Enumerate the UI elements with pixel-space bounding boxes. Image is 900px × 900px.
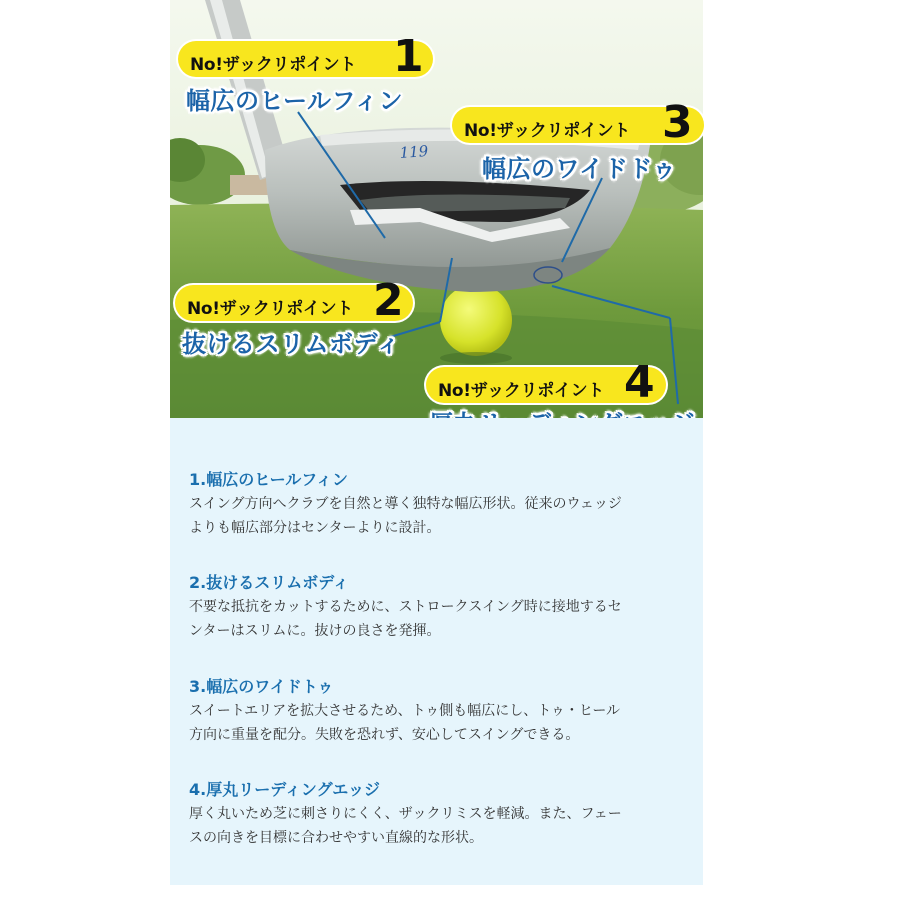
feature-heading: 4.厚丸リーディングエッジ	[189, 780, 380, 799]
feature-heading: 1.幅広のヒールフィン	[189, 470, 348, 489]
callout-tag-3	[452, 97, 704, 148]
feature-text-line: ンターはスリムに。抜けの良さを発揮。	[189, 623, 441, 639]
callout-title-3: 幅広のワイドドゥ	[482, 155, 677, 183]
feature-heading: 2.抜けるスリムボディ	[189, 573, 349, 592]
feature-text-line: スイング方向へクラブを自然と導く独特な幅広形状。従来のウェッジ	[189, 496, 622, 512]
callout-tag-text: No!ザックリポイント	[438, 381, 605, 401]
feature-point-4	[189, 778, 689, 850]
callout-title-1: 幅広のヒールフィン	[186, 87, 404, 115]
callout-number: 4	[624, 357, 655, 408]
feature-text-line: 方向に重量を配分。失敗を恐れず、安心してスイングできる。	[189, 727, 580, 743]
feature-text-line: 不要な抵抗をカットするために、ストロークスイング時に接地するセ	[189, 599, 622, 615]
callout-tag-4	[426, 357, 666, 408]
callout-number: 2	[373, 275, 404, 326]
callout-number: 3	[662, 97, 693, 148]
feature-heading: 3.幅広のワイドトゥ	[189, 677, 334, 696]
feature-text-line: スの向きを目標に合わせやすい直線的な形状。	[189, 830, 483, 846]
feature-text-line: 厚く丸いため芝に刺さりにくく、ザックリミスを軽減。また、フェー	[189, 806, 622, 822]
callout-tag-text: No!ザックリポイント	[464, 121, 631, 141]
feature-point-3	[189, 675, 689, 747]
product-feature-panel	[170, 0, 703, 885]
club-engraving: 119	[399, 142, 429, 162]
feature-point-2	[189, 571, 689, 643]
callout-tag-1	[178, 31, 433, 82]
feature-description-box	[170, 418, 703, 885]
feature-point-1	[189, 468, 689, 540]
callout-number: 1	[393, 31, 424, 82]
callout-tag-text: No!ザックリポイント	[190, 55, 357, 75]
callout-tag-2	[175, 275, 413, 326]
callout-tag-text: No!ザックリポイント	[187, 299, 354, 319]
feature-text-line: よりも幅広部分はセンターよりに設計。	[189, 520, 441, 536]
feature-text-line: スイートエリアを拡大させるため、トゥ側も幅広にし、トゥ・ヒール	[189, 703, 621, 719]
callout-title-2: 抜けるスリムボディ	[182, 330, 401, 358]
